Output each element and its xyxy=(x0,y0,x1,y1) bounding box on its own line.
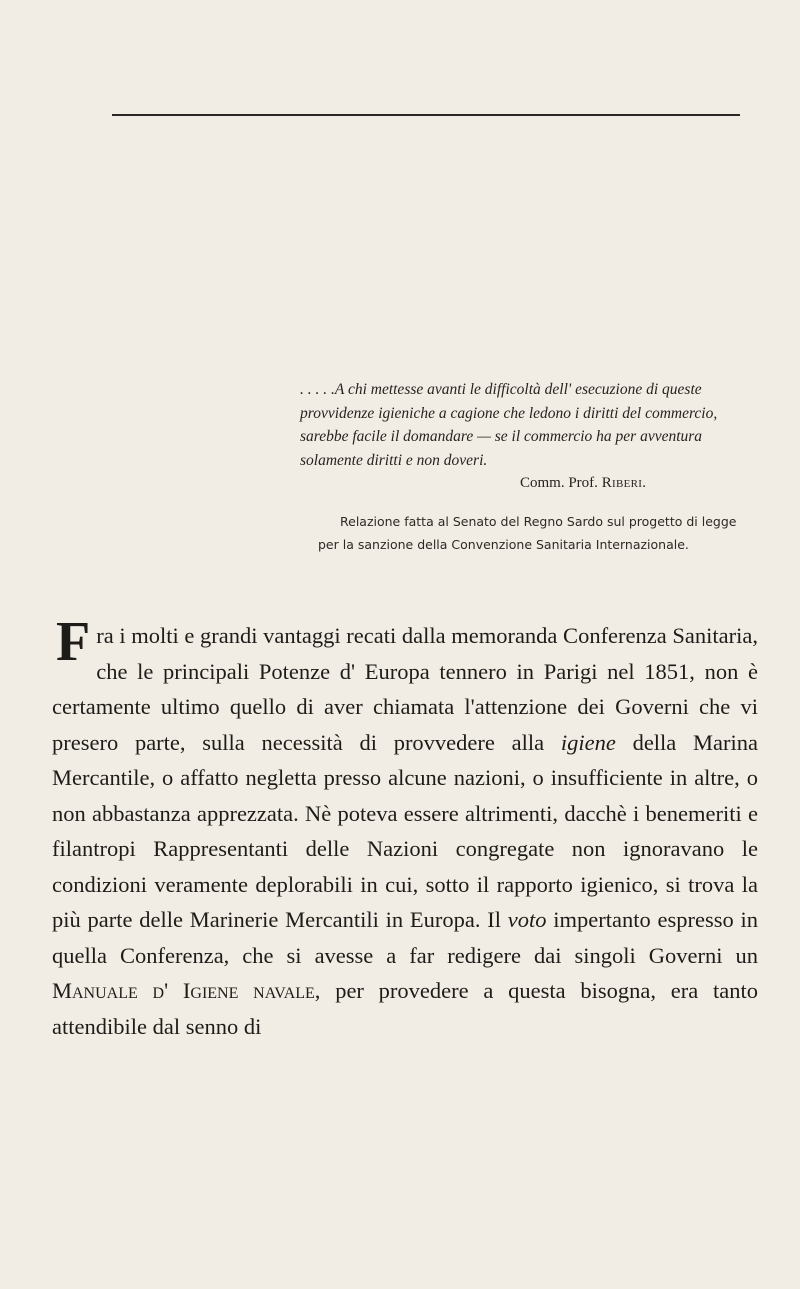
header-rule xyxy=(112,114,740,116)
epigraph-attribution xyxy=(520,475,750,492)
main-paragraph xyxy=(52,611,758,1044)
emphasis-voto: voto xyxy=(507,907,547,932)
manual-title-reference: Manuale d' Igiene navale xyxy=(52,978,315,1003)
epigraph xyxy=(300,378,750,472)
text-segment-3: impertanto espresso in quella Conferenza, che si avesse a far redigere dai singoli Governi un xyxy=(52,907,758,968)
attribution-prefix: Comm. Prof. xyxy=(520,475,598,491)
text-segment-1: ra i molti e grandi vantaggi recati dalla memoranda Conferenza Sanitaria, che le principali Potenze d' Europa tennero in Parigi nel 1851, non è certamente ultimo quello di aver chiamata l'attenzione dei Governi che vi presero parte, sulla necessità di provvedere alla xyxy=(52,623,758,755)
emphasis-igiene: igiene xyxy=(560,729,616,755)
text-segment-4: , per provedere a questa bisogna, era tanto attendibile dal senno di xyxy=(52,978,758,1039)
source-note-text: Relazione fatta al Senato del Regno Sardo sul progetto di legge per la sanzione della Convenzione Sanitaria Internazionale. xyxy=(318,514,737,552)
source-note xyxy=(318,510,750,556)
attribution-name: Riberi. xyxy=(601,475,647,491)
drop-cap: F xyxy=(56,611,91,673)
epigraph-text: . . . . .A chi mettesse avanti le difficoltà dell' esecuzione di queste provvidenze igieniche a cagione che ledono i diritti del commercio, sarebbe facile il domandare — se il commercio ha per avventura solamente diritti e non doveri. xyxy=(300,381,718,469)
main-text xyxy=(52,611,758,1044)
text-segment-2: della Marina Mercantile, o affatto negletta presso alcune nazioni, o insufficiente in altre, o non abbastanza apprezzata. Nè poteva essere altrimenti, dacchè i benemeriti e filantropi Rappresentanti delle Nazioni congregate non ignoravano le condizioni veramente deplorabili in cui, sotto il rapporto igienico, si trova la più parte delle Marinerie Mercantili in Europa. Il xyxy=(52,729,758,932)
